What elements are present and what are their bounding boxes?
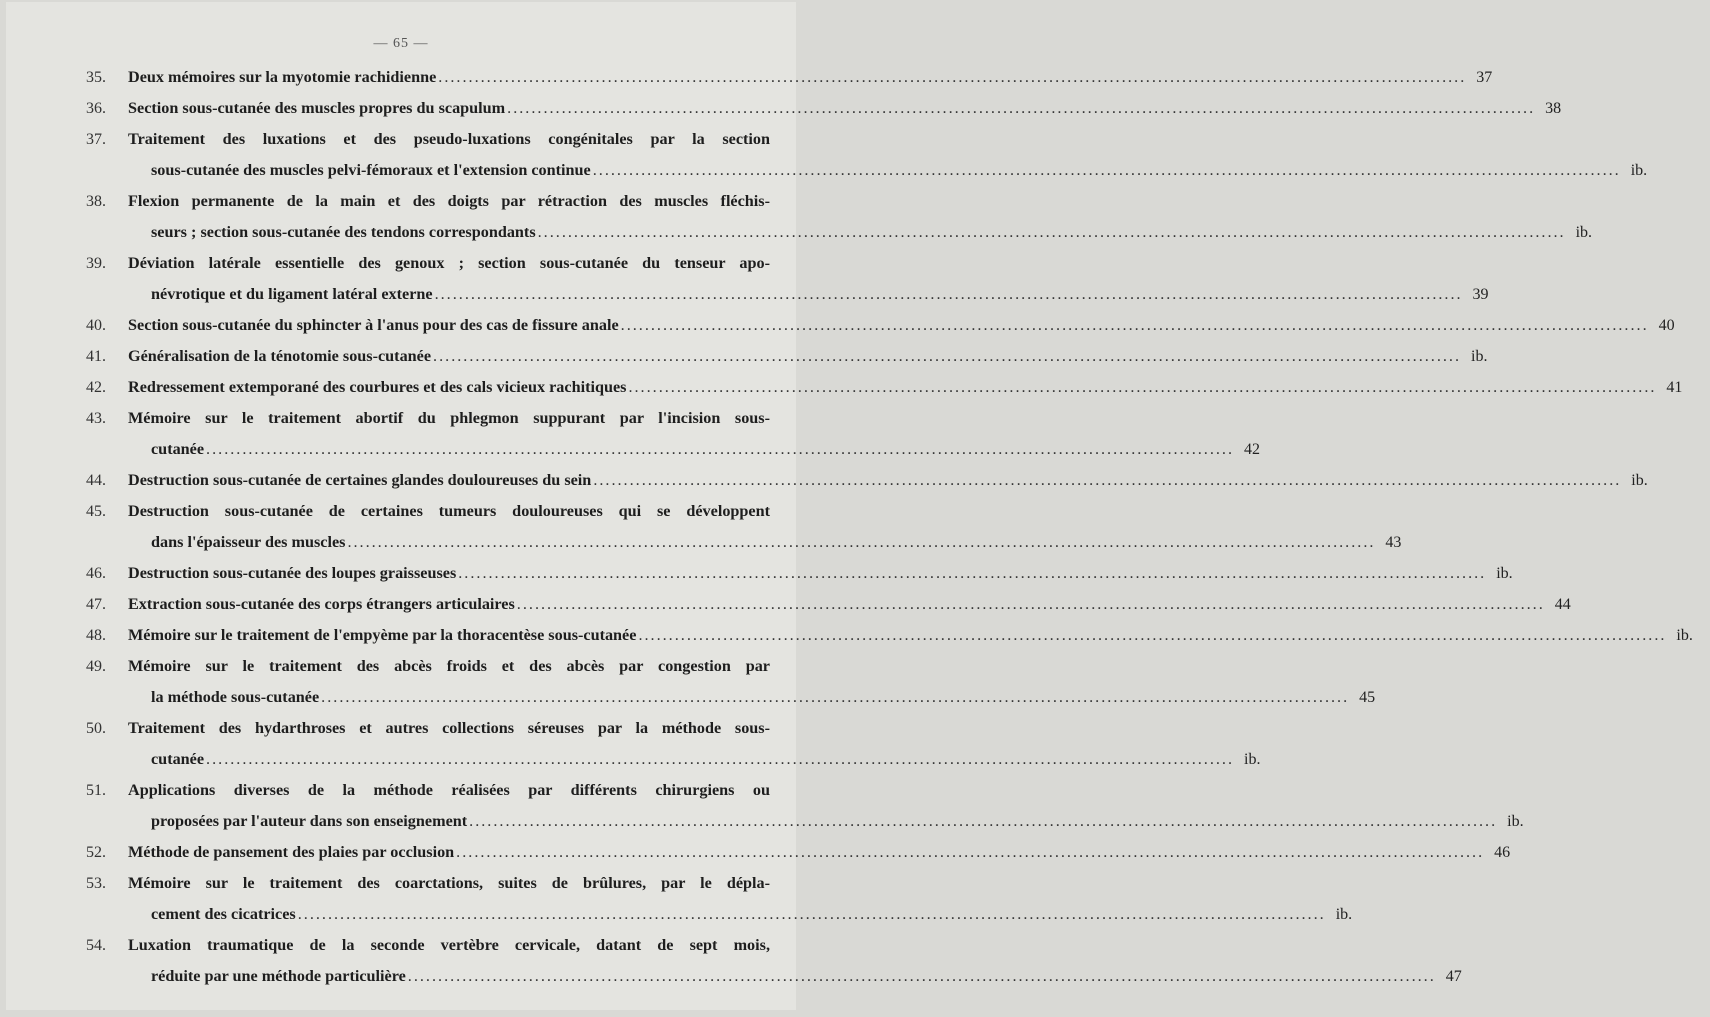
entry-page-reference: 37 <box>1476 69 1493 86</box>
dot-leader <box>408 961 1436 992</box>
toc-entry-line <box>6 651 796 682</box>
toc-entry <box>6 186 1593 248</box>
entry-number: 48. <box>86 627 106 644</box>
toc-entry-line <box>6 310 1675 341</box>
toc-entry <box>6 124 1648 186</box>
entry-page-reference: ib. <box>1496 565 1513 582</box>
entry-page-reference: ib. <box>1471 348 1488 365</box>
entry-title: cutanée <box>151 750 205 768</box>
entry-title: dans l'épaisseur des muscles <box>151 533 346 551</box>
toc-entry <box>6 589 1571 620</box>
entry-number: 52. <box>86 844 106 861</box>
entry-number: 54. <box>86 937 106 954</box>
toc-entry-line <box>6 899 1353 930</box>
entry-number: 39. <box>86 255 106 272</box>
entry-number: 47. <box>86 596 106 613</box>
entry-page-reference: 42 <box>1244 441 1261 458</box>
entry-number: 49. <box>86 658 106 675</box>
dot-leader <box>347 527 1375 558</box>
dot-leader <box>517 589 1545 620</box>
toc-entry-line <box>6 806 1524 837</box>
entry-page-reference: ib. <box>1575 224 1593 241</box>
entry-number: 46. <box>86 565 106 582</box>
entry-title: cutanée <box>151 440 205 458</box>
entry-page-reference: 39 <box>1472 286 1489 303</box>
toc-entry <box>6 713 1261 775</box>
toc-entry-line <box>6 465 1648 496</box>
entry-number: 40. <box>86 317 106 334</box>
toc-entry-line <box>6 93 1562 124</box>
entry-title: Traitement des luxations et des pseudo-luxations congénitales par la section <box>128 130 770 148</box>
entry-page-reference: 45 <box>1359 689 1376 706</box>
entry-page-reference: 43 <box>1385 534 1402 551</box>
dot-leader <box>593 465 1621 496</box>
toc-entry-line <box>6 124 796 155</box>
entry-title: Flexion permanente de la main et des doigts par rétraction des muscles fléchis- <box>128 192 770 210</box>
entry-title: cement des cicatrices <box>151 905 296 923</box>
entry-title: Section sous-cutanée des muscles propres du scapulum <box>128 99 506 117</box>
entry-page-reference: 40 <box>1658 317 1675 334</box>
entry-page-reference: ib. <box>1676 627 1693 644</box>
entry-page-reference: ib. <box>1630 162 1648 179</box>
entry-page-reference: 41 <box>1666 379 1683 396</box>
entry-number: 45. <box>86 503 106 520</box>
entry-page-reference: 44 <box>1554 596 1571 613</box>
entry-title: Destruction sous-cutanée de certaines tumeurs douloureuses qui se développent <box>128 502 770 520</box>
page-number: — 65 — <box>373 36 429 51</box>
entry-title: Méthode de pansement des plaies par occlusion <box>128 843 455 861</box>
entry-title: Applications diverses de la méthode réalisées par différents chirurgiens ou <box>128 781 770 799</box>
toc-entry <box>6 775 1524 837</box>
table-of-contents-list <box>6 62 1693 992</box>
toc-entry-line <box>6 620 1693 651</box>
toc-entry <box>6 93 1562 124</box>
document-page <box>6 2 1693 1010</box>
toc-entry-line <box>6 527 1402 558</box>
entry-title: Destruction sous-cutanée des loupes graisseuses <box>128 564 457 582</box>
toc-entry-line <box>6 217 1593 248</box>
toc-entry-line <box>6 961 1462 992</box>
entry-title: Généralisation de la ténotomie sous-cutanée <box>128 347 432 365</box>
entry-number: 44. <box>86 472 106 489</box>
toc-entry <box>6 868 1353 930</box>
toc-entry <box>6 341 1488 372</box>
entry-page-reference: ib. <box>1507 813 1524 830</box>
entry-title: Extraction sous-cutanée des corps étrangers articulaires <box>128 595 515 613</box>
toc-entry-line <box>6 62 1493 93</box>
toc-entry <box>6 496 1402 558</box>
toc-entry <box>6 372 1683 403</box>
toc-entry-line <box>6 248 796 279</box>
entry-title: Luxation traumatique de la seconde vertèbre cervicale, datant de sept mois, <box>128 936 770 954</box>
entry-title: Traitement des hydarthroses et autres collections séreuses par la méthode sous- <box>128 719 770 737</box>
dot-leader <box>458 558 1486 589</box>
toc-entry-line <box>6 682 1376 713</box>
dot-leader <box>628 372 1656 403</box>
toc-entry <box>6 465 1648 496</box>
toc-entry-line <box>6 868 796 899</box>
entry-title: Redressement extemporané des courbures et des cals vicieux rachitiques <box>128 378 627 396</box>
toc-entry-line <box>6 403 796 434</box>
toc-entry-line <box>6 279 1489 310</box>
entry-title: Mémoire sur le traitement abortif du phlegmon suppurant par l'incision sous- <box>128 409 770 427</box>
dot-leader <box>435 279 1463 310</box>
entry-page-reference: 38 <box>1545 100 1562 117</box>
toc-entry <box>6 403 1261 465</box>
dot-leader <box>456 837 1484 868</box>
entry-page-reference: ib. <box>1631 472 1648 489</box>
dot-leader <box>507 93 1535 124</box>
dot-leader <box>469 806 1497 837</box>
dot-leader <box>206 434 1234 465</box>
entry-title: névrotique et du ligament latéral externe <box>151 285 433 303</box>
toc-entry <box>6 62 1493 93</box>
toc-entry-line <box>6 372 1683 403</box>
dot-leader <box>438 62 1466 93</box>
toc-entry-line <box>6 775 796 806</box>
toc-entry <box>6 620 1693 651</box>
toc-entry-line <box>6 155 1648 186</box>
dot-leader <box>638 620 1666 651</box>
entry-number: 37. <box>86 131 106 148</box>
toc-entry <box>6 837 1511 868</box>
toc-entry <box>6 651 1376 713</box>
entry-number: 53. <box>86 875 106 892</box>
toc-entry <box>6 558 1513 589</box>
entry-title: seurs ; section sous-cutanée des tendons correspondants <box>151 223 536 241</box>
entry-number: 42. <box>86 379 106 396</box>
toc-entry-line <box>6 341 1488 372</box>
entry-page-reference: ib. <box>1335 906 1353 923</box>
entry-title: Destruction sous-cutanée de certaines glandes douloureuses du sein <box>128 471 592 489</box>
entry-title: Section sous-cutanée du sphincter à l'anus pour des cas de fissure anale <box>128 316 619 334</box>
entry-title: Déviation latérale essentielle des genoux ; section sous-cutanée du tenseur apo- <box>128 254 770 272</box>
entry-title: sous-cutanée des muscles pelvi-fémoraux et l'extension continue <box>151 161 591 179</box>
entry-number: 51. <box>86 782 106 799</box>
entry-number: 36. <box>86 100 106 117</box>
dot-leader <box>321 682 1349 713</box>
entry-number: 35. <box>86 69 106 86</box>
toc-entry-line <box>6 930 796 961</box>
toc-entry-line <box>6 496 796 527</box>
toc-entry-line <box>6 713 796 744</box>
entry-number: 41. <box>86 348 106 365</box>
toc-entry-line <box>6 837 1511 868</box>
toc-entry-line <box>6 434 1261 465</box>
entry-title: Mémoire sur le traitement des abcès froids et des abcès par congestion par <box>128 657 770 675</box>
entry-page-reference: 47 <box>1445 968 1462 985</box>
toc-entry-line <box>6 558 1513 589</box>
toc-entry-line <box>6 186 796 217</box>
entry-title: Mémoire sur le traitement de l'empyème par la thoracentèse sous-cutanée <box>128 626 637 644</box>
toc-entry <box>6 310 1675 341</box>
entry-title: réduite par une méthode particulière <box>151 967 406 985</box>
toc-entry <box>6 248 1489 310</box>
dot-leader <box>593 155 1621 186</box>
dot-leader <box>621 310 1649 341</box>
entry-title: la méthode sous-cutanée <box>151 688 320 706</box>
entry-number: 38. <box>86 193 106 210</box>
dot-leader <box>206 744 1234 775</box>
dot-leader <box>433 341 1461 372</box>
entry-title: Mémoire sur le traitement des coarctations, suites de brûlures, par le dépla- <box>128 874 770 892</box>
dot-leader <box>538 217 1566 248</box>
entry-number: 43. <box>86 410 106 427</box>
entry-page-reference: 46 <box>1494 844 1511 861</box>
entry-number: 50. <box>86 720 106 737</box>
entry-title: proposées par l'auteur dans son enseignement <box>151 812 468 830</box>
entry-title: Deux mémoires sur la myotomie rachidienne <box>128 68 437 86</box>
entry-page-reference: ib. <box>1244 751 1261 768</box>
toc-entry-line <box>6 589 1571 620</box>
toc-entry <box>6 930 1462 992</box>
dot-leader <box>298 899 1326 930</box>
toc-entry-line <box>6 744 1261 775</box>
